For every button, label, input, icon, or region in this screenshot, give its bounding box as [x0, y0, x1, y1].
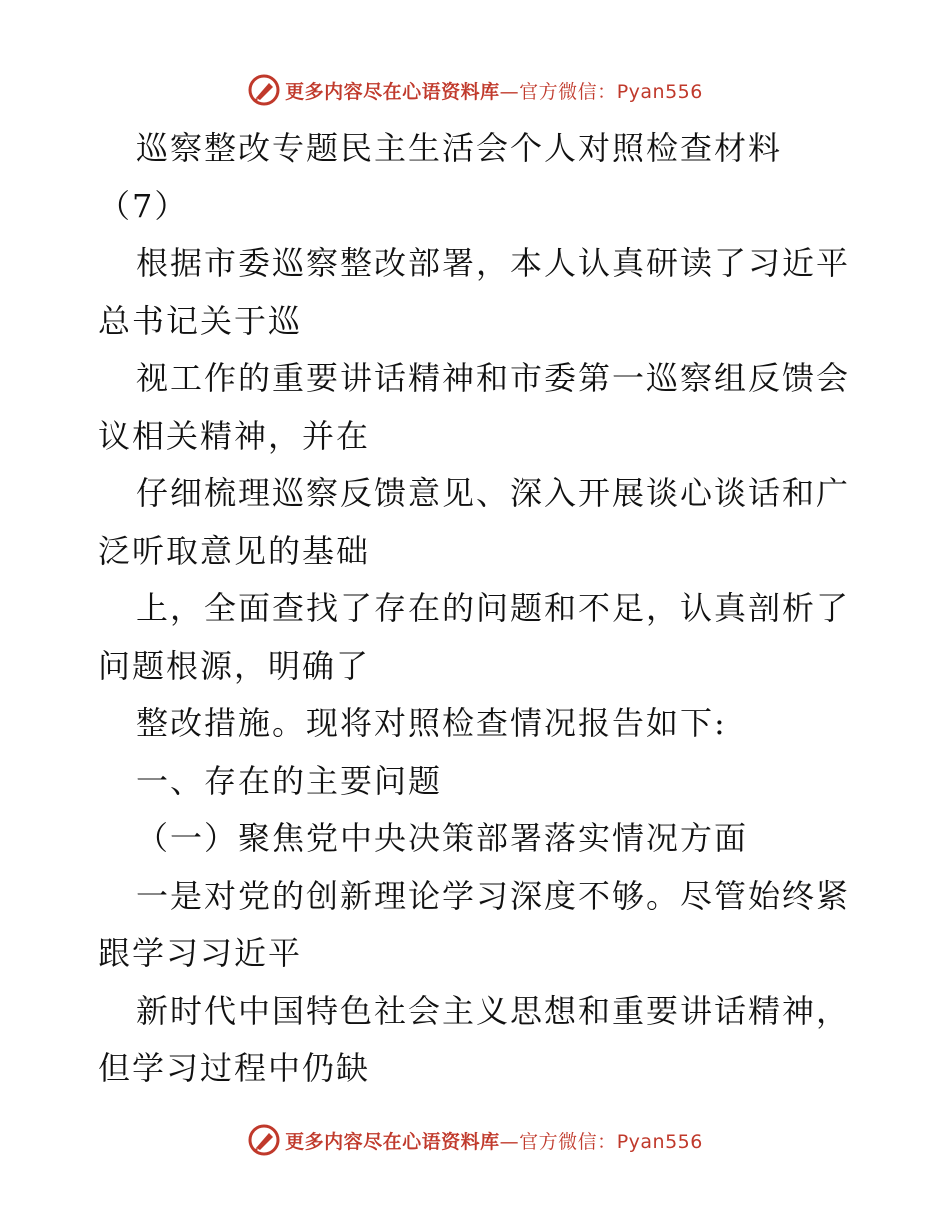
- watermark-handle: Pyan556: [616, 80, 703, 103]
- text-line: 新时代中国特色社会主义思想和重要讲话精神，: [136, 991, 851, 1030]
- watermark-text: [285, 1127, 703, 1154]
- pen-seal-icon: [247, 73, 281, 107]
- watermark-banner-top: [0, 70, 950, 110]
- text-line: 根据市委巡察整改部署，本人认真研读了习近平: [136, 244, 851, 282]
- text-line: 但学习过程中仍缺: [98, 1049, 371, 1087]
- watermark-main-text: 更多内容尽在心语资料库: [285, 80, 500, 103]
- text-line: 问题根源，明确了: [98, 646, 371, 685]
- text-line: 上，全面查找了存在的问题和不足，认真剖析了: [136, 589, 851, 627]
- text-line: 议相关精神，并在: [98, 416, 371, 455]
- watermark-wechat-label: 官方微信：: [519, 1130, 617, 1153]
- watermark-dash: —: [499, 1130, 520, 1153]
- section-heading: 一、存在的主要问题: [136, 761, 443, 800]
- watermark-wechat-label: 官方微信：: [519, 80, 617, 103]
- text-line: 整改措施。现将对照检查情况报告如下:: [136, 704, 727, 742]
- document-title-number: （7）: [98, 186, 189, 225]
- watermark-dash: —: [499, 80, 520, 103]
- watermark-main-text: 更多内容尽在心语资料库: [285, 1130, 500, 1153]
- text-line: 仔细梳理巡察反馈意见、深入开展谈心谈话和广: [136, 474, 851, 512]
- pen-seal-icon: [247, 1123, 281, 1157]
- text-line: 跟学习习近平: [98, 934, 303, 972]
- document-body: [98, 120, 858, 1098]
- text-line: 视工作的重要讲话精神和市委第一巡察组反馈会: [136, 359, 851, 397]
- watermark-handle: Pyan556: [616, 1130, 703, 1153]
- document-title: 巡察整改专题民主生活会个人对照检查材料: [136, 129, 783, 167]
- watermark-banner-bottom: [0, 1120, 950, 1160]
- text-line: 总书记关于巡: [98, 301, 303, 340]
- subsection-heading: （一）聚焦党中央决策部署落实情况方面: [136, 819, 749, 857]
- text-line: 泛听取意见的基础: [98, 531, 371, 570]
- watermark-text: [285, 77, 703, 104]
- text-line: 一是对党的创新理论学习深度不够。尽管始终紧: [136, 876, 851, 915]
